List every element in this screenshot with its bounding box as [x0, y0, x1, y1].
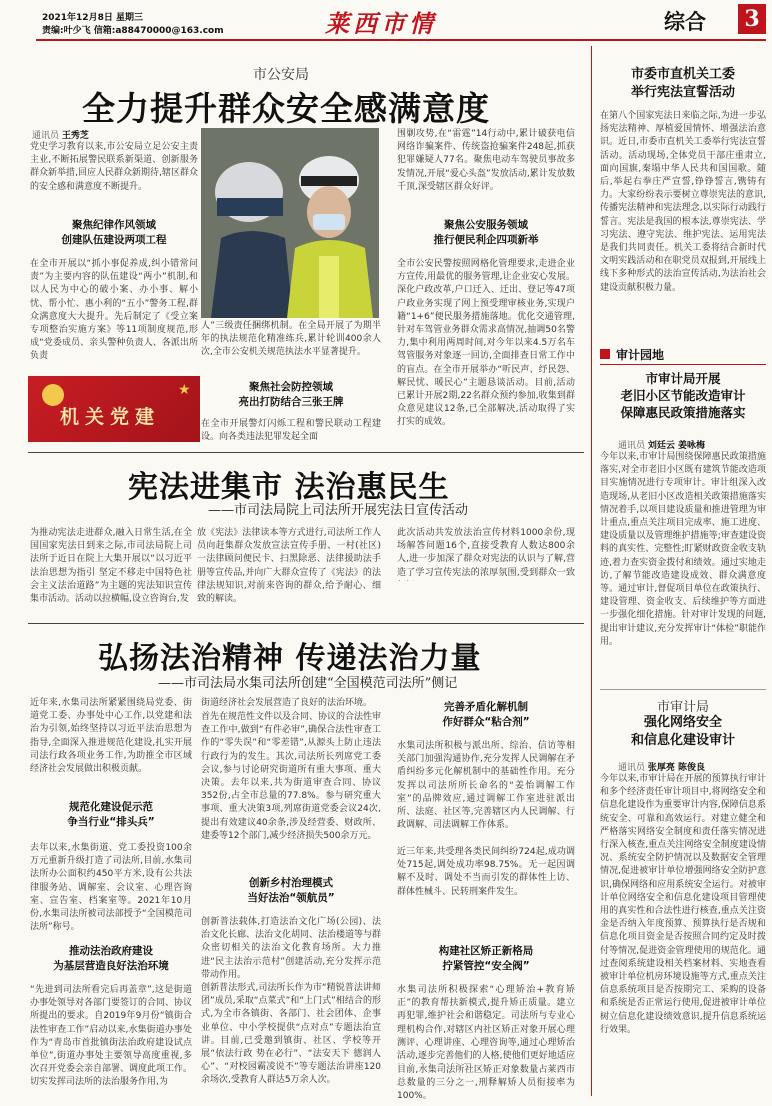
police-photo-illustration [201, 128, 379, 318]
a1-kicker: 市公安局 [253, 67, 309, 83]
paper-name: 莱西市情 [325, 9, 437, 38]
party-banner [28, 376, 200, 442]
a2-col3: 此次活动共发放法治宣传材料1000余份,现场解答问题16个,直接受教育人数达800余人,进一步加深了群众对宪法的认识与了解,营造了学习宣传宪法的浓厚氛围,受到群众一致 [397, 528, 575, 578]
a3-h4: 完善矛盾化解机制 作好群众“粘合剂” [442, 701, 530, 728]
star-icon: ★ [178, 382, 191, 398]
r-section-rule [600, 364, 766, 365]
a2-subtitle: ——市司法局院上司法所开展宪法日宣传活动 [208, 503, 469, 518]
a1-byline [32, 128, 89, 141]
a3-p9: 目前,水集司法所社区矫正对象数量占莱西市总数量的三分之一,刑释解矫人员衔接率为100%。 [397, 1065, 575, 1100]
a3-c2-top: 街道经济社会发展营造了良好的法治环境。 [201, 698, 373, 708]
a1-s3-body: 全市公安民警按照网格化管理要求,走进企业方宣传,用最优的服务管理,让企业安心发展。深化户政改革,户口迁入、迁出、登记等47项户政业务实现了网上预受理审核业务,实现户籍“1+6”便民服务措施落地。优化交通管理,针对车驾管业务群众需求高情况,抽调50名警力,集中利用两周时间,对今年以来4.5万名车驾管服务对象逐一回访,全面排查日常工作中的盲点。在全市开展举办“听民声、纾民怨、解民忧、暖民心”主题恳谈活动。目前,活动已累计开展2期,22名群众预约参加,收集到群众意见建议12条,已全部解决,活动取得了实打实的成效。 [397, 259, 575, 428]
r3-title: 强化网络安全 和信息化建设审计 [630, 715, 735, 748]
r-section-label: 审计园地 [616, 348, 665, 362]
masthead [0, 0, 772, 42]
a3-p7: 近三年来,共受理各类民间纠纷724起,成功调处715起,调处成功率98.75%。无一起因调解不及时、调处不当而引发的群体性上访、群体性械斗、民转刑案件发生。 [397, 847, 575, 897]
rule-a1 [28, 452, 584, 453]
a3-h5: 构建社区矫正新格局 拧紧管控“安全阀” [438, 945, 534, 972]
a1-byline-label: 通讯员 [32, 131, 60, 141]
r1-body: 在第八个国家宪法日来临之际,为进一步弘扬宪法精神、厚植爱国情怀、增强法治意识。近日,市委市直机关工委举行宪法宣誓活动。活动现场,全体党员干部庄重肃立,面向国旗,秦塌中华人民共和国国歌。随后,举起右拳庄严宣誓,铮铮誓言,镌铸有力。大家纷纷表示要树立尊崇宪法的意识,传播宪法精神和宪法理念,以实际行动践行誓言。宪法是我国的根本法,尊崇宪法、学习宪法、遵守宪法、维护宪法、运用宪法是我们共同责任。机关工委将结合新时代文明实践活动和在职党员双报到,开展线上线下多种形式的法治宣传活动,为法治社会建设贡献积极力量。 [600, 111, 766, 293]
a1-s3-title: 聚焦公安服务领域 推行便民利企四项新举 [433, 219, 539, 246]
r3-body: 今年以来,市审计局在开展的预算执行审计和多个经济责任审计项目中,将网络安全和信息化建设作为重要审计内容,保障信息系统安全、可靠和高效运行。对建立健全和严格落实网络安全制度和责任落实情况进行深入核查,重点关注网络安全制度建设情况、系统安全防护情况以及数据安全管理情况,促进被审计单位增强网络安全防护意识,确保网络和应用系统安全运行。对被审计单位网络安全和信息化建设项目管理使用的真实性和合法性进行核查,重点关注资金是否纳入年度预算、预算执行是否规和信息化项目资金是否按照合同约定及时拨付等情况,促进资金管理使用的规范化。通过查阅系统建设相关档案材料、实地查看被审计单位机房环境设施等方式,重点关注信息系统项目是否按期完工、采购的设备和系统是否正常运行使用,促进被审计单位树立信息化建设绩效意识,提升信息系统运行效果。 [600, 774, 766, 1035]
r2-byline [618, 438, 705, 451]
r2-byline-label: 通讯员 [618, 441, 646, 451]
r2-title: 市审计局开展 老旧小区节能改造审计 保障惠民政策措施落实 [620, 371, 746, 420]
a3-h1: 规范化建设促示范 争当行业“排头兵” [67, 801, 155, 828]
a2-title: 宪法进集市 法治惠民生 [128, 470, 450, 505]
a3-subtitle: ——市司法局水集司法所创建“全国模范司法所”侧记 [158, 676, 458, 691]
r3-byline-label: 通讯员 [618, 763, 646, 773]
section-label: 综合 [664, 10, 706, 34]
a3-p1: 去年以来,水集街道、党工委投资100余万元重新升级打造了司法所,目前,水集司法所办公面积约450平方米,设有公共法律服务站、调解室、会议室、心理咨询室、宣告室、档案室等。2021年10月份,水集司法所被司法部授予“全国模范司法所”称号。 [30, 843, 192, 933]
r-section-marker [600, 349, 610, 359]
a3-p8: 水集司法所积极探索“心理矫治+教育矫正”的教育帮扶新模式,提升矫正质量。建立再犯罪,维护社会和谐稳定。司法所与专业心理机构合作,对辖区内社区矫正对象开展心理测评、心理讲座、心理咨询等,通过心理矫治活动,逐步完善他们的人格,使他们更好地适应 [397, 985, 575, 1062]
a3-p2: “先进到司法所看完后再盖章”,这是街道办事处领导对各部门要签订的合同、协议所提出的要求。自2019年9月份“镇街合法性审查工作”启动以来,水集街道办事处作为“青岛市首批镇街法治政府建设试点单位”,街道办事处主要领导高度重视,多次召开党委会亲自部署、调度此项工作。切实发挥司法所的法治服务作用,为 [30, 985, 192, 1088]
a1-s1-body: 在全市开展以“抓小事促养成,纠小错常问责”为主要内容的队伍建设“两小”机制,和以人民为中心的破小案、办小事、解小忧、帮小忙、惠小利的“五小”警务工程,群众满意度大大提升。先后制定了《受立案专项整治实施方案》等11项制度规范,形成“党委成员、亲头警种负责人、各派出所负责 [30, 259, 198, 362]
a3-h3: 创新乡村治理模式 当好法治“领航员” [247, 877, 335, 904]
banner-text: 机关党建 [60, 406, 161, 428]
a3-p5: 创新普法形式,司法所长作为市“精锐普法讲师团”成员,采取“点菜式”和“上门式”相结合的形式,为全市各镇街、各部门、社会团体、企事业单位、中小学校提供“点对点”专题法治宣讲。目前,已受邀到镇街、社区、学校等开展“依法行政 势在必行”、“法安天下 德润人心”、“对校园霸凌说不”等专题法治讲座120余场次,受教育人群达5万余人次。 [201, 983, 381, 1086]
r1-title: 市委市直机关工委 举行宪法宣誓活动 [630, 67, 735, 100]
a1-byline-name: 王秀芝 [61, 131, 89, 141]
date-line: 2021年12月8日 星期三 [42, 13, 143, 23]
a1-lead: 党史学习教育以来,市公安局立足公安主责主业,不断拓展警民联系新渠道、创新服务群众新举措,回应人民群众新期待,辖区群众的安全感和满意度不断提升。 [30, 142, 198, 192]
r2-body: 今年以来,市审计局围绕保障惠民政策措施落实,对全市老旧小区既有建筑节能改造项目实施情况进行专项审计。审计组深入改造现场,从老旧小区改造相关政策措施落实情况着手,以项目建设质量和推进管理为审计重点,重点关注项目完成率、施工进度、建设质量以及管理维护措施等;审查建设资料的真实性、完整性;盯紧财政资金收支轨迹,着力查实资金拨付和绩效。通过实地走访,了解节能改造建设成效、群众满意度等。通过审计,督促项目单位在政策执行、建设管理、资金收支、后续维护等方面进一步强化细化措施。针对审计发现的问题,提出审计建议,充分发挥审计“体检”职能作用。 [600, 452, 766, 647]
a3-p6: 水集司法所积极与派出所、综治、信访等相关部门加强沟通协作,充分发挥人民调解在矛盾纠纷多元化解机制中的基础性作用。充分发挥以司法所所长命名的“姜怡调解工作室”的品牌效应,通过调解工作室进驻派出所、法庭、社区等,完善辖区内人民调解、行政调解、司法调解工作体系。 [397, 741, 575, 831]
a3-h2: 推动法治政府建设 为基层营造良好法治环境 [53, 945, 169, 972]
r3-byline [618, 760, 705, 773]
police-photo [201, 128, 379, 318]
a1-s1-cont: 人”三级责任捆绑机制。在全局开展了为期半年的执法规范化精准练兵,累计轮训400余人次,全市公安机关规范执法水平显著提升。 [201, 321, 381, 358]
masthead-rule [36, 39, 766, 41]
a3-p4: 创新普法载体,打造法治文化广场(公园)、法治文化长廊、法治文化胡同、法治楼道等与群众密切相关的法治文化教育场所。大力推进“民主法治示范村”创建活动,充分发挥示范带动作用。 [201, 917, 381, 980]
r3-kicker: 市审计局 [656, 700, 709, 715]
a3-p3: 首先在规范性文件以及合同、协议的合法性审查工作中,做到“有件必审”,确保合法性审查工作的“零失误”和“零差错”,从源头上防止违法行政行为的发生。其次,司法所长列席党工委会议,参与讨论研究街道所有重大事项、重大决策。去年以来,共为街道审查合同、协议352份,占全市总量的77.8%。参与研究重大事项、重大决策3项,列席街道党委会议24次,提出有效建议40余条,涉及经营委、财政所、建委等12个部门,减少经济损失500余万元。 [201, 712, 381, 841]
column-divider [591, 46, 592, 1096]
r3-byline-name: 张厚亮 陈俊良 [647, 763, 706, 773]
editor-line: 责编:叶少飞 信箱:a88470000@163.com [42, 26, 224, 36]
rule-a2 [28, 623, 584, 624]
page-number: 3 [744, 6, 760, 32]
a3-lead: 近年来,水集司法所紧紧围绕局党委、街道党工委、办事处中心工作,以党建和法治为引领,始终坚持以习近平法治思想为指导,全面深入推进规范化建设,扎实开展司法行政各项业务工作,为助推全市区域经济社会发展做出积极贡献。 [30, 698, 192, 775]
a2-col2: 放《宪法》法律读本等方式进行,司法所工作人员向赶集群众发放宣法宣传手册、一村(社区)一法律顾问便民卡、扫黑除恶、法律援助法手册等宣传品,并向广大群众宣传了《宪法》的法律法规知识,对前来咨询的群众,给予耐心、细致的解读。 [197, 528, 381, 605]
r-rule-2 [600, 689, 766, 690]
a2-col1: 为推动宪法走进群众,融入日常生活,在全国国家宪法日到来之际,市司法局院上司法所于近日在院上大集开展以“以习近平法治思想为指引 坚定不移走中国特色社会主义法治道路”为主题的宪法知识宣传集市活动。活动以拉横幅,设立咨询台,发 [30, 528, 192, 605]
a3-title: 弘扬法治精神 传递法治力量 [98, 641, 482, 676]
a1-title: 全力提升群众安全感满意度 [82, 89, 490, 128]
a1-col3-top: 围剿攻势,在“雷霆”14行动中,累计破获电信网络诈骗案件、传统盗抢骗案件248起,抓获犯罪嫌疑人77名。聚焦电动车驾驶员事故多发情况,开展“爱心头盔”发放活动,累计发放数千顶,深受辖区群众好评。 [397, 129, 575, 192]
a1-s2-body: 在全市开展警灯闪烁工程和警民联动工程建设。向各类违法犯罪发起全面 [201, 419, 381, 443]
r2-byline-name: 刘廷云 姜咏梅 [647, 441, 706, 451]
a1-s2-title: 聚焦社会防控领域 亮出打防结合三张王牌 [238, 381, 344, 408]
a1-s1-title: 聚焦纪律作风领域 创建队伍建设两项工程 [61, 219, 167, 246]
